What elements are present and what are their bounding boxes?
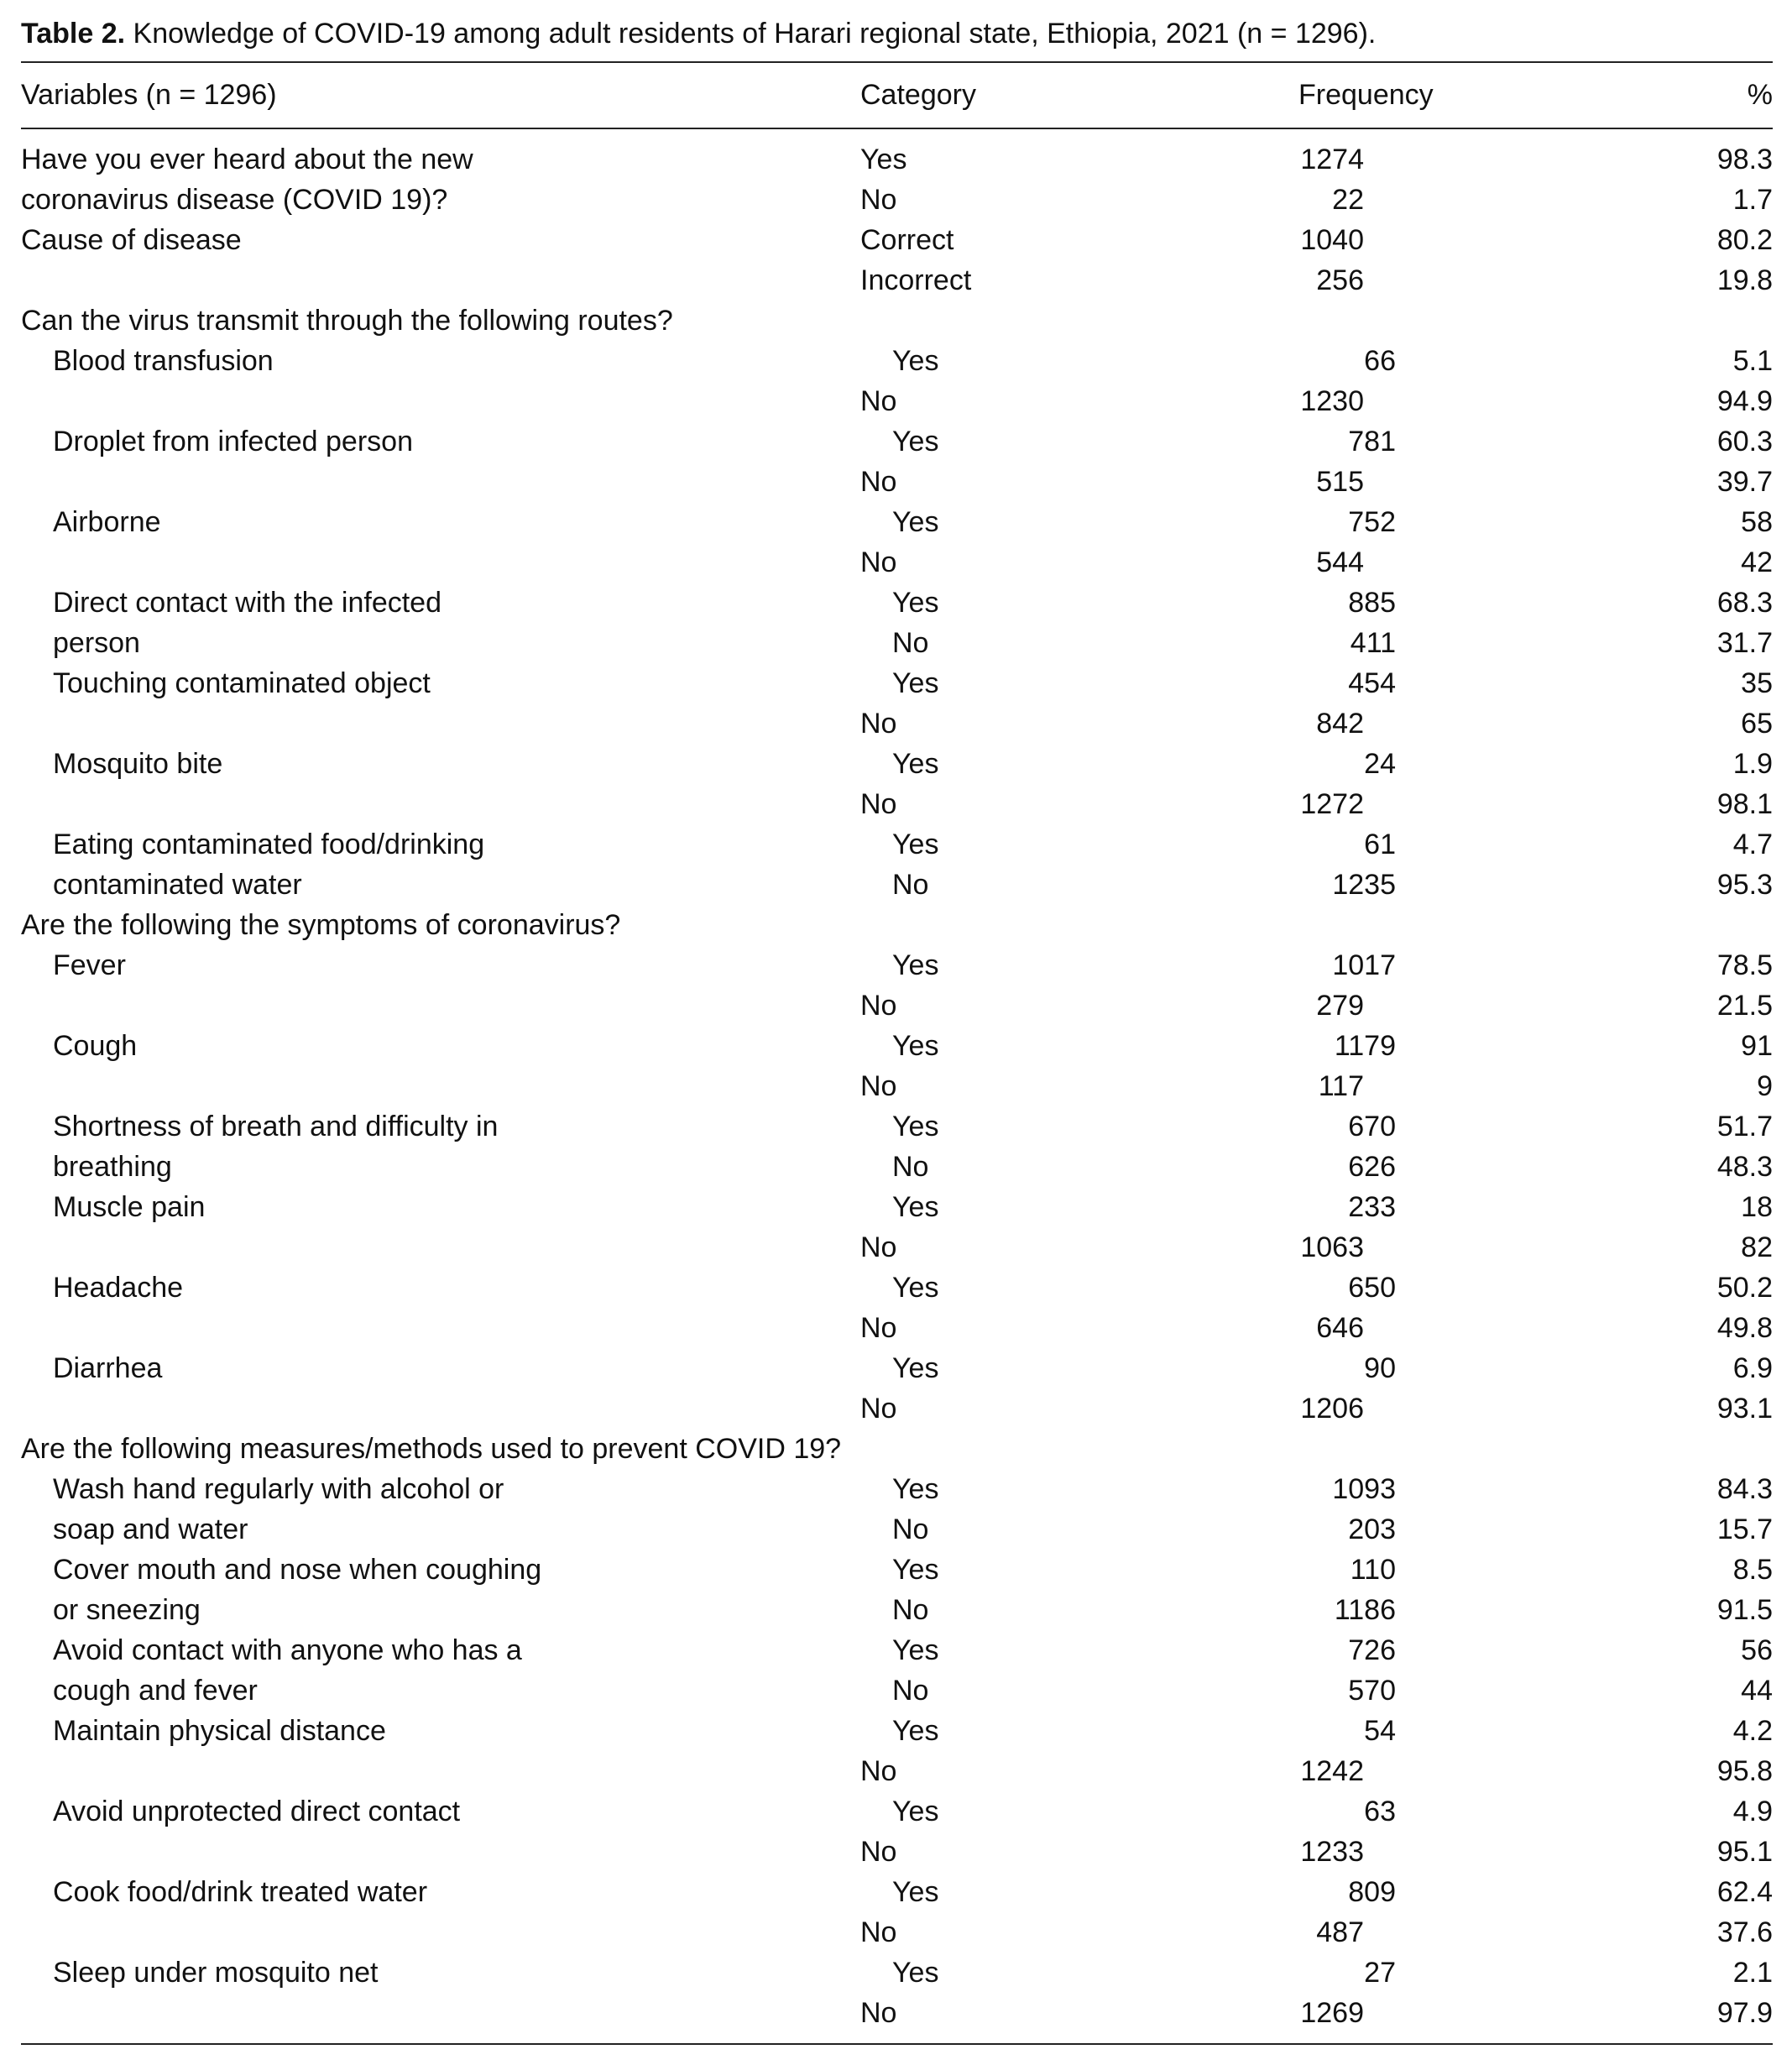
table-row — [21, 341, 1773, 381]
cell-frequency: 279 — [1316, 989, 1364, 1022]
cell-category: Yes — [892, 425, 939, 457]
cell-variable: Are the following the symptoms of coronavirus? — [21, 908, 621, 941]
cell-frequency: 22 — [1332, 183, 1364, 216]
cell-frequency: 752 — [1348, 505, 1396, 538]
cell-frequency: 1093 — [1332, 1472, 1396, 1505]
cell-category: No — [892, 1513, 929, 1545]
table-row — [21, 1429, 1773, 1469]
cell-category: No — [860, 1311, 897, 1344]
cell-category: Yes — [892, 1271, 939, 1304]
cell-percent: 82 — [1741, 1231, 1773, 1263]
cell-percent: 21.5 — [1716, 989, 1773, 1022]
table-row — [21, 1791, 1773, 1832]
cell-category: Yes — [892, 747, 939, 780]
table-row — [21, 1670, 1773, 1711]
cell-percent: 1.9 — [1732, 747, 1773, 780]
cell-category: Yes — [892, 828, 939, 860]
cell-variable: Touching contaminated object — [53, 667, 431, 699]
cell-frequency: 570 — [1348, 1674, 1396, 1707]
table-row — [21, 1711, 1773, 1751]
cell-category: No — [860, 546, 897, 578]
cell-variable: breathing — [53, 1150, 172, 1183]
cell-percent: 18 — [1741, 1190, 1773, 1223]
cell-percent: 42 — [1741, 546, 1773, 578]
cell-frequency: 1063 — [1300, 1231, 1364, 1263]
cell-variable: Cook food/drink treated water — [53, 1875, 428, 1908]
table-row — [21, 542, 1773, 583]
cell-frequency: 626 — [1348, 1150, 1396, 1183]
table-row — [21, 865, 1773, 905]
cell-percent: 50.2 — [1716, 1271, 1773, 1304]
cell-percent: 84.3 — [1716, 1472, 1773, 1505]
table-row — [21, 784, 1773, 824]
cell-percent: 68.3 — [1716, 586, 1773, 619]
cell-variable: Blood transfusion — [53, 344, 274, 377]
cell-frequency: 1179 — [1334, 1029, 1396, 1062]
table-row — [21, 663, 1773, 703]
cell-percent: 56 — [1741, 1634, 1773, 1666]
cell-percent: 2.1 — [1732, 1956, 1773, 1989]
cell-frequency: 842 — [1316, 707, 1364, 740]
cell-frequency: 809 — [1348, 1875, 1396, 1908]
header-frequency: Frequency — [1298, 79, 1434, 111]
cell-category: Yes — [892, 1553, 939, 1586]
cell-category: Yes — [892, 344, 939, 377]
cell-category: Yes — [892, 1190, 939, 1223]
cell-variable: Are the following measures/methods used to prevent COVID 19? — [21, 1432, 842, 1465]
cell-frequency: 487 — [1316, 1916, 1364, 1948]
cell-variable: Shortness of breath and difficulty in — [53, 1110, 499, 1142]
cell-frequency: 650 — [1348, 1271, 1396, 1304]
cell-category: Yes — [892, 667, 939, 699]
cell-variable: Droplet from infected person — [53, 425, 413, 457]
cell-frequency: 1206 — [1300, 1392, 1364, 1425]
cell-frequency: 61 — [1364, 828, 1396, 860]
cell-percent: 37.6 — [1716, 1916, 1773, 1948]
cell-category: Yes — [892, 1472, 939, 1505]
cell-percent: 51.7 — [1716, 1110, 1773, 1142]
cell-percent: 4.7 — [1732, 828, 1773, 860]
table-row — [21, 703, 1773, 744]
cell-percent: 78.5 — [1716, 949, 1773, 981]
cell-variable: Cause of disease — [21, 223, 242, 256]
cell-percent: 93.1 — [1716, 1392, 1773, 1425]
table-bottom-rule — [21, 2043, 1773, 2045]
cell-frequency: 646 — [1316, 1311, 1364, 1344]
cell-category: Yes — [892, 586, 939, 619]
cell-variable: Muscle pain — [53, 1190, 206, 1223]
cell-percent: 4.2 — [1732, 1714, 1773, 1747]
table-row — [21, 220, 1773, 260]
table-row — [21, 421, 1773, 462]
cell-percent: 19.8 — [1716, 264, 1773, 296]
table-row — [21, 1469, 1773, 1509]
cell-percent: 62.4 — [1716, 1875, 1773, 1908]
cell-percent: 1.7 — [1732, 183, 1773, 216]
cell-percent: 8.5 — [1732, 1553, 1773, 1586]
cell-percent: 35 — [1741, 667, 1773, 699]
cell-frequency: 1233 — [1300, 1835, 1364, 1868]
cell-percent: 58 — [1741, 505, 1773, 538]
cell-category: Yes — [892, 1110, 939, 1142]
cell-category: Yes — [892, 1714, 939, 1747]
cell-variable: Fever — [53, 949, 126, 981]
table-row — [21, 1308, 1773, 1348]
cell-frequency: 63 — [1364, 1795, 1396, 1827]
table-row — [21, 260, 1773, 301]
cell-category: Yes — [892, 1029, 939, 1062]
table-row — [21, 462, 1773, 502]
cell-frequency: 544 — [1316, 546, 1364, 578]
cell-category: No — [892, 1150, 929, 1183]
cell-variable: person — [53, 626, 140, 659]
cell-variable: Mosquito bite — [53, 747, 223, 780]
cell-category: No — [860, 787, 897, 820]
cell-percent: 9 — [1757, 1069, 1773, 1102]
cell-percent: 15.7 — [1716, 1513, 1773, 1545]
table-row — [21, 1912, 1773, 1953]
cell-variable: Wash hand regularly with alcohol or — [53, 1472, 504, 1505]
cell-percent: 98.3 — [1716, 143, 1773, 175]
cell-category: Yes — [892, 1956, 939, 1989]
cell-variable: coronavirus disease (COVID 19)? — [21, 183, 448, 216]
table-row — [21, 744, 1773, 784]
cell-category: No — [860, 1835, 897, 1868]
table-row — [21, 1953, 1773, 1993]
cell-percent: 65 — [1741, 707, 1773, 740]
cell-percent: 39.7 — [1716, 465, 1773, 498]
table-row — [21, 1187, 1773, 1227]
cell-frequency: 1230 — [1300, 384, 1364, 417]
cell-category: Yes — [892, 1795, 939, 1827]
cell-percent: 60.3 — [1716, 425, 1773, 457]
cell-variable: Have you ever heard about the new — [21, 143, 473, 175]
cell-percent: 44 — [1741, 1674, 1773, 1707]
cell-percent: 94.9 — [1716, 384, 1773, 417]
cell-variable: Cover mouth and nose when coughing — [53, 1553, 542, 1586]
table-row — [21, 381, 1773, 421]
table-row — [21, 583, 1773, 623]
table-row — [21, 1630, 1773, 1670]
cell-category: Correct — [860, 223, 954, 256]
cell-percent: 91.5 — [1716, 1593, 1773, 1626]
cell-category: No — [860, 1069, 897, 1102]
cell-frequency: 1186 — [1334, 1593, 1396, 1626]
cell-frequency: 110 — [1350, 1553, 1396, 1586]
table-row — [21, 1993, 1773, 2033]
cell-frequency: 515 — [1316, 465, 1364, 498]
table-row — [21, 1106, 1773, 1147]
cell-category: No — [860, 1754, 897, 1787]
cell-percent: 49.8 — [1716, 1311, 1773, 1344]
cell-frequency: 726 — [1348, 1634, 1396, 1666]
cell-category: Yes — [892, 949, 939, 981]
cell-frequency: 454 — [1348, 667, 1396, 699]
cell-category: Yes — [860, 143, 907, 175]
cell-category: No — [860, 1996, 897, 2029]
cell-variable: Sleep under mosquito net — [53, 1956, 379, 1989]
cell-variable: or sneezing — [53, 1593, 201, 1626]
cell-frequency: 885 — [1348, 586, 1396, 619]
cell-category: No — [892, 1674, 929, 1707]
cell-frequency: 27 — [1364, 1956, 1396, 1989]
cell-frequency: 1272 — [1300, 787, 1364, 820]
cell-variable: Headache — [53, 1271, 184, 1304]
cell-percent: 95.8 — [1716, 1754, 1773, 1787]
cell-percent: 5.1 — [1732, 344, 1773, 377]
table-caption-label: Table 2. — [21, 18, 126, 50]
cell-frequency: 54 — [1364, 1714, 1396, 1747]
cell-frequency: 24 — [1364, 747, 1396, 780]
cell-percent: 4.9 — [1732, 1795, 1773, 1827]
cell-category: No — [860, 1392, 897, 1425]
table-row — [21, 1388, 1773, 1429]
table-row — [21, 1348, 1773, 1388]
cell-variable: Eating contaminated food/drinking — [53, 828, 485, 860]
table-row — [21, 301, 1773, 341]
table-row — [21, 1872, 1773, 1912]
header-variables: Variables (n = 1296) — [21, 79, 277, 111]
table-row — [21, 1590, 1773, 1630]
cell-category: No — [860, 989, 897, 1022]
cell-category: Yes — [892, 1351, 939, 1384]
cell-frequency: 1040 — [1300, 223, 1364, 256]
table-row — [21, 1550, 1773, 1590]
cell-variable: soap and water — [53, 1513, 248, 1545]
table-caption-text: Knowledge of COVID-19 among adult residents of Harari regional state, Ethiopia, 2021 (n = 1296). — [133, 18, 1377, 50]
cell-category: No — [860, 1231, 897, 1263]
cell-variable: Direct contact with the infected — [53, 586, 442, 619]
cell-category: Yes — [892, 505, 939, 538]
table-row — [21, 1509, 1773, 1550]
cell-frequency: 1269 — [1300, 1996, 1364, 2029]
cell-category: Yes — [892, 1634, 939, 1666]
cell-frequency: 203 — [1348, 1513, 1396, 1545]
cell-percent: 91 — [1741, 1029, 1773, 1062]
table-caption — [21, 0, 1773, 50]
table-row — [21, 1227, 1773, 1268]
cell-frequency: 233 — [1348, 1190, 1396, 1223]
cell-variable: Diarrhea — [53, 1351, 163, 1384]
header-category: Category — [860, 79, 976, 111]
cell-category: No — [860, 1916, 897, 1948]
table-body — [21, 139, 1773, 2033]
header-percent: % — [1747, 79, 1773, 111]
cell-category: No — [860, 707, 897, 740]
table-row — [21, 180, 1773, 220]
cell-percent: 80.2 — [1716, 223, 1773, 256]
cell-variable: Can the virus transmit through the following routes? — [21, 304, 673, 337]
table-row — [21, 623, 1773, 663]
cell-percent: 97.9 — [1716, 1996, 1773, 2029]
table-row — [21, 824, 1773, 865]
cell-percent: 95.3 — [1716, 868, 1773, 901]
cell-frequency: 670 — [1348, 1110, 1396, 1142]
table-row — [21, 1751, 1773, 1791]
cell-frequency: 90 — [1364, 1351, 1396, 1384]
table-row — [21, 1832, 1773, 1872]
cell-variable: cough and fever — [53, 1674, 258, 1707]
cell-frequency: 1274 — [1300, 143, 1364, 175]
cell-category: No — [892, 868, 929, 901]
table-row — [21, 1066, 1773, 1106]
cell-variable: contaminated water — [53, 868, 302, 901]
table-row — [21, 1268, 1773, 1308]
cell-percent: 48.3 — [1716, 1150, 1773, 1183]
cell-category: No — [860, 465, 897, 498]
cell-category: Yes — [892, 1875, 939, 1908]
cell-category: No — [860, 183, 897, 216]
cell-percent: 6.9 — [1732, 1351, 1773, 1384]
cell-frequency: 117 — [1318, 1069, 1364, 1102]
cell-variable: Maintain physical distance — [53, 1714, 386, 1747]
cell-variable: Cough — [53, 1029, 138, 1062]
table-header-row — [21, 63, 1773, 128]
table-row — [21, 905, 1773, 945]
cell-category: No — [892, 1593, 929, 1626]
cell-category: Incorrect — [860, 264, 972, 296]
cell-variable: Avoid contact with anyone who has a — [53, 1634, 522, 1666]
cell-variable: Avoid unprotected direct contact — [53, 1795, 461, 1827]
table-row — [21, 1026, 1773, 1066]
cell-frequency: 781 — [1348, 425, 1396, 457]
table-row — [21, 1147, 1773, 1187]
cell-percent: 98.1 — [1716, 787, 1773, 820]
table-row — [21, 945, 1773, 985]
table-row — [21, 502, 1773, 542]
cell-category: No — [860, 384, 897, 417]
table-row — [21, 139, 1773, 180]
cell-frequency: 411 — [1350, 626, 1396, 659]
cell-frequency: 1017 — [1332, 949, 1396, 981]
cell-frequency: 1235 — [1332, 868, 1396, 901]
cell-percent: 31.7 — [1716, 626, 1773, 659]
cell-category: No — [892, 626, 929, 659]
cell-frequency: 1242 — [1300, 1754, 1364, 1787]
cell-percent: 95.1 — [1716, 1835, 1773, 1868]
cell-variable: Airborne — [53, 505, 161, 538]
cell-frequency: 256 — [1316, 264, 1364, 296]
cell-frequency: 66 — [1364, 344, 1396, 377]
table-row — [21, 985, 1773, 1026]
